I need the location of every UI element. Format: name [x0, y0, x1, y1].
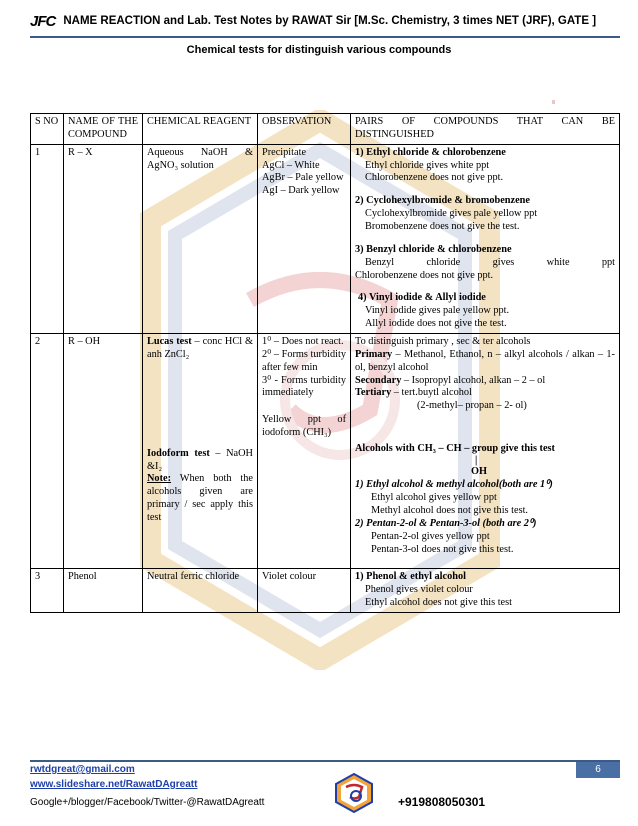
obs-line: 3⁰ - Forms turbidity immediately: [262, 374, 346, 399]
row2-name: R – OH: [64, 334, 143, 569]
table-header-row: [31, 114, 620, 145]
row3-observation: Violet colour: [258, 569, 351, 613]
header-title: NAME REACTION and Lab. Test Notes by RAWAT Sir [M.Sc. Chemistry, 3 times NET (JRF), GATE ]: [63, 15, 597, 27]
primary-line: [355, 349, 615, 375]
row2-sno: 2: [31, 334, 64, 569]
bond-bar: |: [475, 455, 478, 467]
header-observation: OBSERVATION: [258, 114, 351, 145]
pair-line: Pentan-2-ol gives yellow ppt: [371, 530, 490, 542]
pair-line: Phenol gives violet colour: [365, 584, 473, 596]
row2-pairs: [351, 334, 620, 569]
pair-line: Cyclohexylbromide gives pale yellow ppt: [365, 208, 538, 220]
row2-observation: [258, 334, 351, 569]
pair-line: Allyl iodide does not give the test.: [365, 318, 507, 330]
footer-logo-icon: [334, 773, 374, 813]
tests-table: [30, 113, 620, 613]
header-pairs: PAIRS OF COMPOUNDS THAT CAN BE DISTINGUISHED: [351, 114, 620, 145]
header-rule: [30, 36, 620, 38]
header-sno: S NO: [31, 114, 64, 145]
pair-line: Bromobenzene does not give the test.: [365, 221, 520, 233]
page-number-badge: 6: [576, 762, 620, 778]
row3-sno: 3: [31, 569, 64, 613]
pair-line: Ethyl alcohol gives yellow ppt: [371, 492, 497, 504]
pair-title: 1) Ethyl alcohol & methyl alcohol(both are 1⁰): [355, 479, 553, 491]
footer-email-link[interactable]: rwtdgreat@gmail.com: [30, 764, 135, 775]
pair-line: Ethyl chloride gives white ppt: [365, 159, 490, 171]
obs-line: AgI – Dark yellow: [262, 185, 340, 197]
iodoform-reagent: [147, 448, 253, 474]
row3-reagent: [143, 569, 258, 613]
tertiary-label: Tertiary: [355, 387, 392, 399]
row3-pairs: [351, 569, 620, 613]
row1-sno: 1: [31, 144, 64, 333]
footer-phone: +919808050301: [398, 795, 486, 809]
iodoform-note: [147, 473, 253, 524]
note-label: Note:: [147, 473, 172, 485]
pair-line: Ethyl alcohol does not give this test: [365, 597, 512, 609]
pair-title: 3) Benzyl chloride & chlorobenzene: [355, 243, 512, 255]
secondary-line: [355, 375, 615, 388]
row1-pairs: [351, 144, 620, 333]
row1-reagent: Aqueous NaOH & AgNO₃ solution: [143, 144, 258, 333]
pair-line: Chlorobenzene does not give ppt.: [365, 172, 504, 184]
row1-name: R – X: [64, 144, 143, 333]
decorative-dot: [552, 100, 555, 104]
lucas-text: – conc HCl & anh ZnCl₂: [147, 336, 253, 360]
pair-line: Benzyl chloride gives white ppt: [365, 256, 615, 268]
obs-line: AgBr – Pale yellow: [262, 172, 344, 184]
tertiary-example: (2-methyl– propan – 2- ol): [417, 400, 527, 412]
header-reagent: CHEMICAL REAGENT: [143, 114, 258, 145]
footer-slideshare-link[interactable]: www.slideshare.net/RawatDAgreatt: [30, 779, 198, 790]
obs-line: 2⁰ – Forms turbidity after few min: [262, 348, 346, 373]
row3-name: Phenol: [64, 569, 143, 613]
tertiary-text: – tert.buytl alcohol: [391, 387, 472, 399]
jfc-logo: JFC: [30, 12, 56, 30]
row1-observation: [258, 144, 351, 333]
pair-line: Methyl alcohol does not give this test.: [371, 504, 529, 516]
table-row: [31, 569, 620, 613]
reagent-text: Neutral ferric chloride: [147, 571, 240, 583]
obs-line: AgCl – White: [262, 159, 320, 171]
secondary-label: Secondary: [355, 374, 402, 386]
pair-title: 1) Phenol & ethyl alcohol: [355, 571, 466, 583]
primary-label: Primary: [355, 348, 393, 360]
alcohol-intro: To distinguish primary , sec & ter alcohols: [355, 336, 531, 348]
pair-line: Pentan-3-ol does not give this test.: [371, 543, 514, 555]
pair-title: 1) Ethyl chloride & chlorobenzene: [355, 146, 506, 158]
oh-group: OH: [471, 466, 488, 478]
page-header: [30, 8, 620, 34]
secondary-text: – Isopropyl alcohol, alkan – 2 – ol: [401, 374, 546, 386]
obs-line: 1⁰ – Does not react.: [262, 336, 344, 348]
pair-title: 2) Pentan-2-ol & Pentan-3-ol (both are 2⁰): [355, 517, 537, 529]
iodoform-label: Iodoform test: [147, 447, 210, 459]
pair-line: Chlorobenzene does not give ppt.: [355, 269, 494, 281]
tertiary-line: [355, 387, 615, 400]
iodoform-text: – NaOH &I₂: [147, 447, 253, 472]
pair-title: 4) Vinyl iodide & Allyl iodide: [358, 292, 486, 304]
footer-rule: [30, 760, 620, 762]
pair-line: Vinyl iodide gives pale yellow ppt.: [365, 305, 510, 317]
pair-title: 2) Cyclohexylbromide & bromobenzene: [355, 195, 530, 207]
primary-text: – Methanol, Ethanol, n – alkyl alcohols / alkan – 1-ol, benzyl alcohol: [355, 348, 615, 373]
row2-reagent: [143, 334, 258, 569]
table-row: [31, 334, 620, 569]
header-name: NAME OF THE COMPOUND: [64, 114, 143, 145]
lucas-reagent: [147, 336, 253, 362]
footer-social: Google+/blogger/Facebook/Twitter-@RawatDAgreatt: [30, 797, 265, 808]
iodoform-intro: Alcohols with CH₃ – CH – group give this test: [355, 443, 555, 455]
obs-line: Precipitate: [262, 146, 307, 158]
lucas-label: Lucas test: [147, 336, 192, 348]
page-subtitle: Chemical tests for distinguish various compounds: [186, 44, 452, 56]
obs-line: Yellow ppt of iodoform (CHI₃): [262, 414, 346, 439]
table-row: [31, 144, 620, 333]
note-text: When both the alcohols given are primary / sec apply this test: [147, 473, 253, 524]
